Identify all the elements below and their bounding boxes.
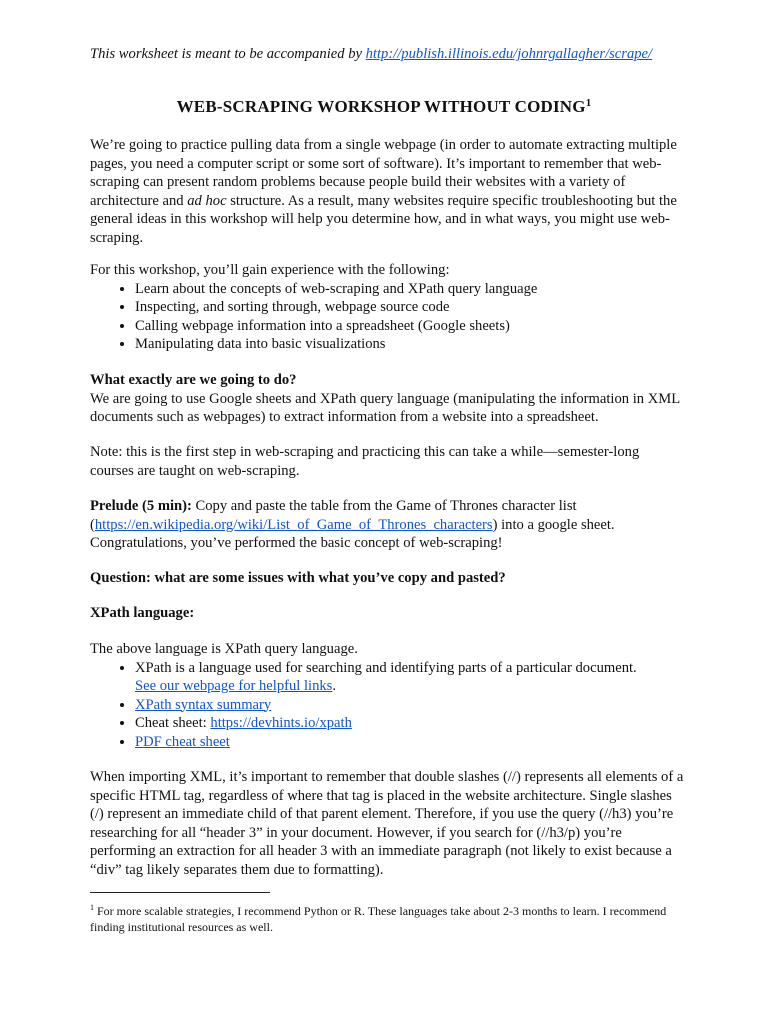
title-footnote-ref: 1 bbox=[585, 97, 592, 109]
what-body: We are going to use Google sheets and XPath query language (manipulating the information in XML documents such as webpages) to extract information from a website into a spreadsheet. bbox=[90, 390, 680, 425]
note-paragraph: Note: this is the first step in web-scraping and practicing this can take a while—semester-long courses are taught on web-scraping. bbox=[90, 444, 640, 479]
got-wiki-link[interactable]: https://en.wikipedia.org/wiki/List_of_Game_of_Thrones_characters bbox=[94, 516, 493, 533]
xpath-item bbox=[135, 696, 686, 715]
xpath-item bbox=[135, 714, 686, 733]
footnote bbox=[90, 900, 680, 935]
intro-line bbox=[90, 45, 652, 64]
intro-paragraph-part2: structure. As a result, many websites require specific troubleshooting but the general ideas in this workshop will help you determine how, and in what ways, you might use web-scraping. bbox=[90, 192, 677, 246]
xpath-lead: The above language is XPath query language. bbox=[90, 641, 358, 657]
helpful-links-link[interactable]: See our webpage for helpful links bbox=[135, 678, 333, 694]
intro-paragraph bbox=[90, 136, 686, 247]
intro-text: This worksheet is meant to be accompanied by bbox=[90, 46, 366, 62]
skills-item: • Calling webpage information into a spreadsheet (Google sheets) bbox=[135, 317, 686, 336]
footnote-number: 1 bbox=[90, 903, 94, 912]
page-title bbox=[0, 94, 768, 117]
scrape-site-link[interactable]: http://publish.illinois.edu/johnrgallagher/scrape/ bbox=[365, 46, 653, 62]
footnote-text: For more scalable strategies, I recommend Python or R. These languages take about 2-3 months to learn. I recommend finding institutional resources as well. bbox=[90, 904, 667, 934]
intro-paragraph-italic: ad hoc bbox=[187, 192, 227, 209]
xpath-item bbox=[135, 733, 686, 752]
prelude-label: Prelude (5 min): bbox=[90, 498, 192, 514]
skills-item: • Inspecting, and sorting through, webpage source code bbox=[135, 298, 686, 317]
xpath-syntax-link[interactable]: XPath syntax summary bbox=[135, 696, 272, 713]
importing-paragraph: When importing XML, it’s important to remember that double slashes (//) represents all elements of a specific HTML tag, regardless of where that tag is placed in the website architecture. Single slashes (/) represent an immediate child of that parent element. Therefore, if you use the query (//h3) you’re researching for all “header 3” in your document. However, if you search for (//h3/p) you’re performing an extraction for all header 3 with an immediate paragraph (not likely to exist because a “div” tag likely separates them due to formatting). bbox=[90, 769, 684, 878]
xpath-list bbox=[90, 659, 686, 752]
skills-lead: For this workshop, you’ll gain experience with the following: bbox=[90, 262, 450, 278]
skills-item: • Manipulating data into basic visualizations bbox=[135, 335, 686, 354]
skills-section bbox=[90, 261, 686, 354]
skills-list bbox=[90, 280, 686, 354]
prelude-text1: Copy and paste the table from the Game of Thrones character list ( bbox=[90, 498, 577, 533]
what-section bbox=[90, 371, 686, 427]
title-text: WEB-SCRAPING WORKSHOP WITHOUT CODING bbox=[176, 97, 586, 116]
cheat-sheet-label: Cheat sheet: bbox=[135, 715, 211, 731]
pdf-cheat-sheet-link[interactable]: PDF cheat sheet bbox=[135, 733, 230, 750]
xpath-item1-period: . bbox=[332, 678, 337, 694]
question-line: Question: what are some issues with what you’ve copy and pasted? bbox=[90, 570, 506, 586]
prelude-paragraph bbox=[90, 497, 686, 553]
intro-paragraph-part1: We’re going to practice pulling data from a single webpage (in order to automate extracting multiple pages, you need a computer script or some sort of software). It’s important to remember that web-scraping can present random problems because people build their websites with a variety of architecture and bbox=[90, 137, 677, 209]
xpath-heading: XPath language: bbox=[90, 605, 195, 621]
what-heading: What exactly are we going to do? bbox=[90, 372, 297, 388]
skills-item: • Learn about the concepts of web-scraping and XPath query language bbox=[135, 280, 686, 299]
footnote-divider bbox=[90, 892, 270, 893]
xpath-section bbox=[90, 640, 686, 751]
devhints-link[interactable]: https://devhints.io/xpath bbox=[210, 715, 352, 731]
prelude-text2: ) into a google sheet. Congratulations, you’ve performed the basic concept of web-scraping! bbox=[90, 516, 615, 551]
xpath-item1-text: XPath is a language used for searching and identifying parts of a particular document. bbox=[135, 659, 637, 676]
xpath-item bbox=[135, 659, 686, 696]
